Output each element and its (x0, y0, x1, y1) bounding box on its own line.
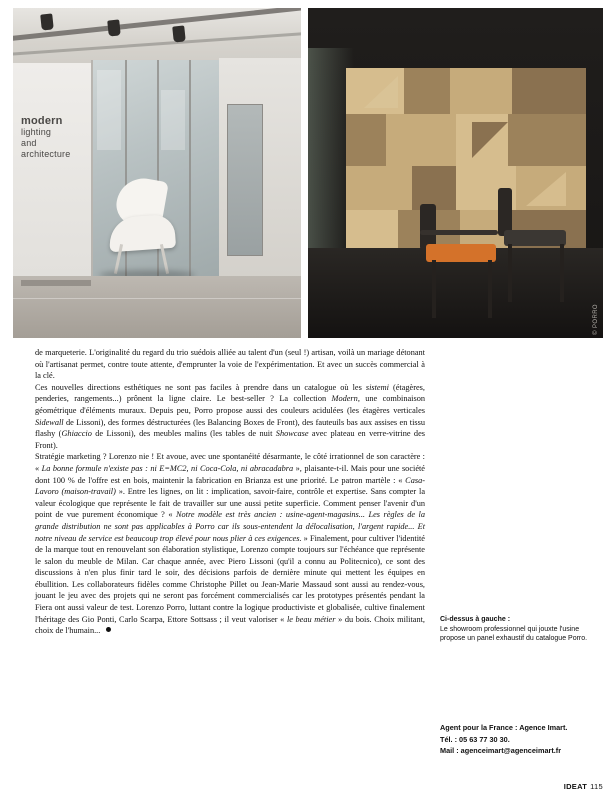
track-lamp (107, 19, 121, 36)
photo-caption (440, 615, 590, 644)
track-lamp (172, 25, 186, 42)
contact-block (440, 722, 600, 757)
photo-row (13, 8, 603, 338)
article-body (35, 347, 425, 637)
page-number: 115 (590, 782, 603, 791)
end-of-article-dot (106, 627, 111, 632)
photo-dark-room (308, 8, 603, 338)
track-lamp (40, 13, 54, 30)
orange-chair-seat (426, 244, 496, 262)
orange-chair-arm (420, 230, 498, 235)
paragraph-1: de marqueterie. L'originalité du regard du trio suédois alliée au talent d'un (seul !) artisan, voilà un mariage détonant où l'artisanat permet, contre toute attente, d'emprunter la voie de l'expérimentation. Et avec un succès commercial à la clé. (35, 348, 425, 381)
paragraph-2: Ces nouvelles directions esthétiques ne sont pas faciles à prendre dans un catalogue où les sistemi (étagères, penderies, rangements...) prônent la ligne claire. Le best-seller ? La collection Modern, une combinaison géométrique d'éléments muraux. Depuis peu, Porro propose aussi des couleurs acidulées (les étagères verticales Sidewall de Lissoni), des formes déstructurées (les Balancing Boxes de Front), des fauteuils bas aux assises en tissu flashy (Ghiaccio de Lissoni), des meubles malins (les tables de nuit Showcase avec plateau en verre-vitrine des Front). (35, 382, 425, 450)
caption-text: Le showroom professionnel qui jouxte l'usine propose un panel exhaustif du catalogue Porro. (440, 625, 588, 643)
glass-door (227, 104, 263, 256)
photo-showroom-interior (13, 8, 301, 338)
wall-sign (21, 116, 70, 160)
contact-line-agency: Agent pour la France : Agence Imart. (440, 723, 568, 732)
wall-sign-brand: modern (21, 115, 63, 127)
dark-chair-back (498, 188, 512, 236)
dark-chair-seat (504, 230, 566, 246)
caption-title: Ci-dessus à gauche : (440, 616, 511, 623)
magazine-name: IDEAT (563, 782, 588, 791)
contact-line-phone: Tél. : 05 63 77 30 30. (440, 734, 510, 744)
wall-sign-lines: lighting and architecture (21, 127, 71, 159)
paragraph-3: Stratégie marketing ? Lorenzo nie ! Et avoue, avec une spontanéité désarmante, le côté irrationnel de son caractère : « La bonne formule n'existe pas : ni E=MC2, ni Coca-Cola, ni abracadabra », plaisante-t-il. Mais pour une société dont 100 % de l'offre est en bois, maintenir la fabrication en Brianza est une priorité. Le patron martèle : « Casa-Lavoro (maison-travail) ». Entre les lignes, on lit : implication, savoir-faire, contrôle et expertise. Sans compter la valeur écologique que représente le fait de travailler sur une aussi petite superficie. Comment penser l'avenir d'un point de vue purement économique ? « Notre modèle est très ancien : usine-agent-magasins... Les règles de la grande distribution ne sont pas applicables à Porro car ils sous-entendent la délocalisation, l'argent rapide... Et notre niveau de service est beaucoup trop élevé pour nous plier à ces exigences. » Finalement, pour cultiver l'identité de la marque tout en renouvelant son élaboration stylistique, Lorenzo compte toujours sur l'échéance que représente le salon du meuble de Milan. Car chaque année, avec Piero Lissoni (qu'il a connu au Politecnico), ce sont des discussions à n'en plus finir tard le soir, des décisions parfois de dernière minute qui mettent les équipes en ébullition. Les collaborateurs fidèles comme Christophe Pillet ou Jean-Marie Massaud sont aussi au rendez-vous, jouant le jeu avec des projets qui ne seront pas forcément commercialisés car les prototypes présentés pendant la Fiera ont aussi valeur de test. Lorenzo Porro, luttant contre la logique productiviste et globalisée, cultive finalement l'héritage des Gio Ponti, Carlo Scarpa, Ettore Sottsass ; il veut valoriser « le beau métier » du bois. Choix militant, choix de l'humain... (35, 452, 426, 636)
page-footer (564, 782, 603, 791)
left-wall (13, 63, 92, 278)
contact-line-mail: Mail : agenceimart@agenceimart.fr (440, 746, 562, 755)
floor-baseboard (21, 280, 91, 286)
photo-credit: © PORRO (593, 304, 599, 335)
